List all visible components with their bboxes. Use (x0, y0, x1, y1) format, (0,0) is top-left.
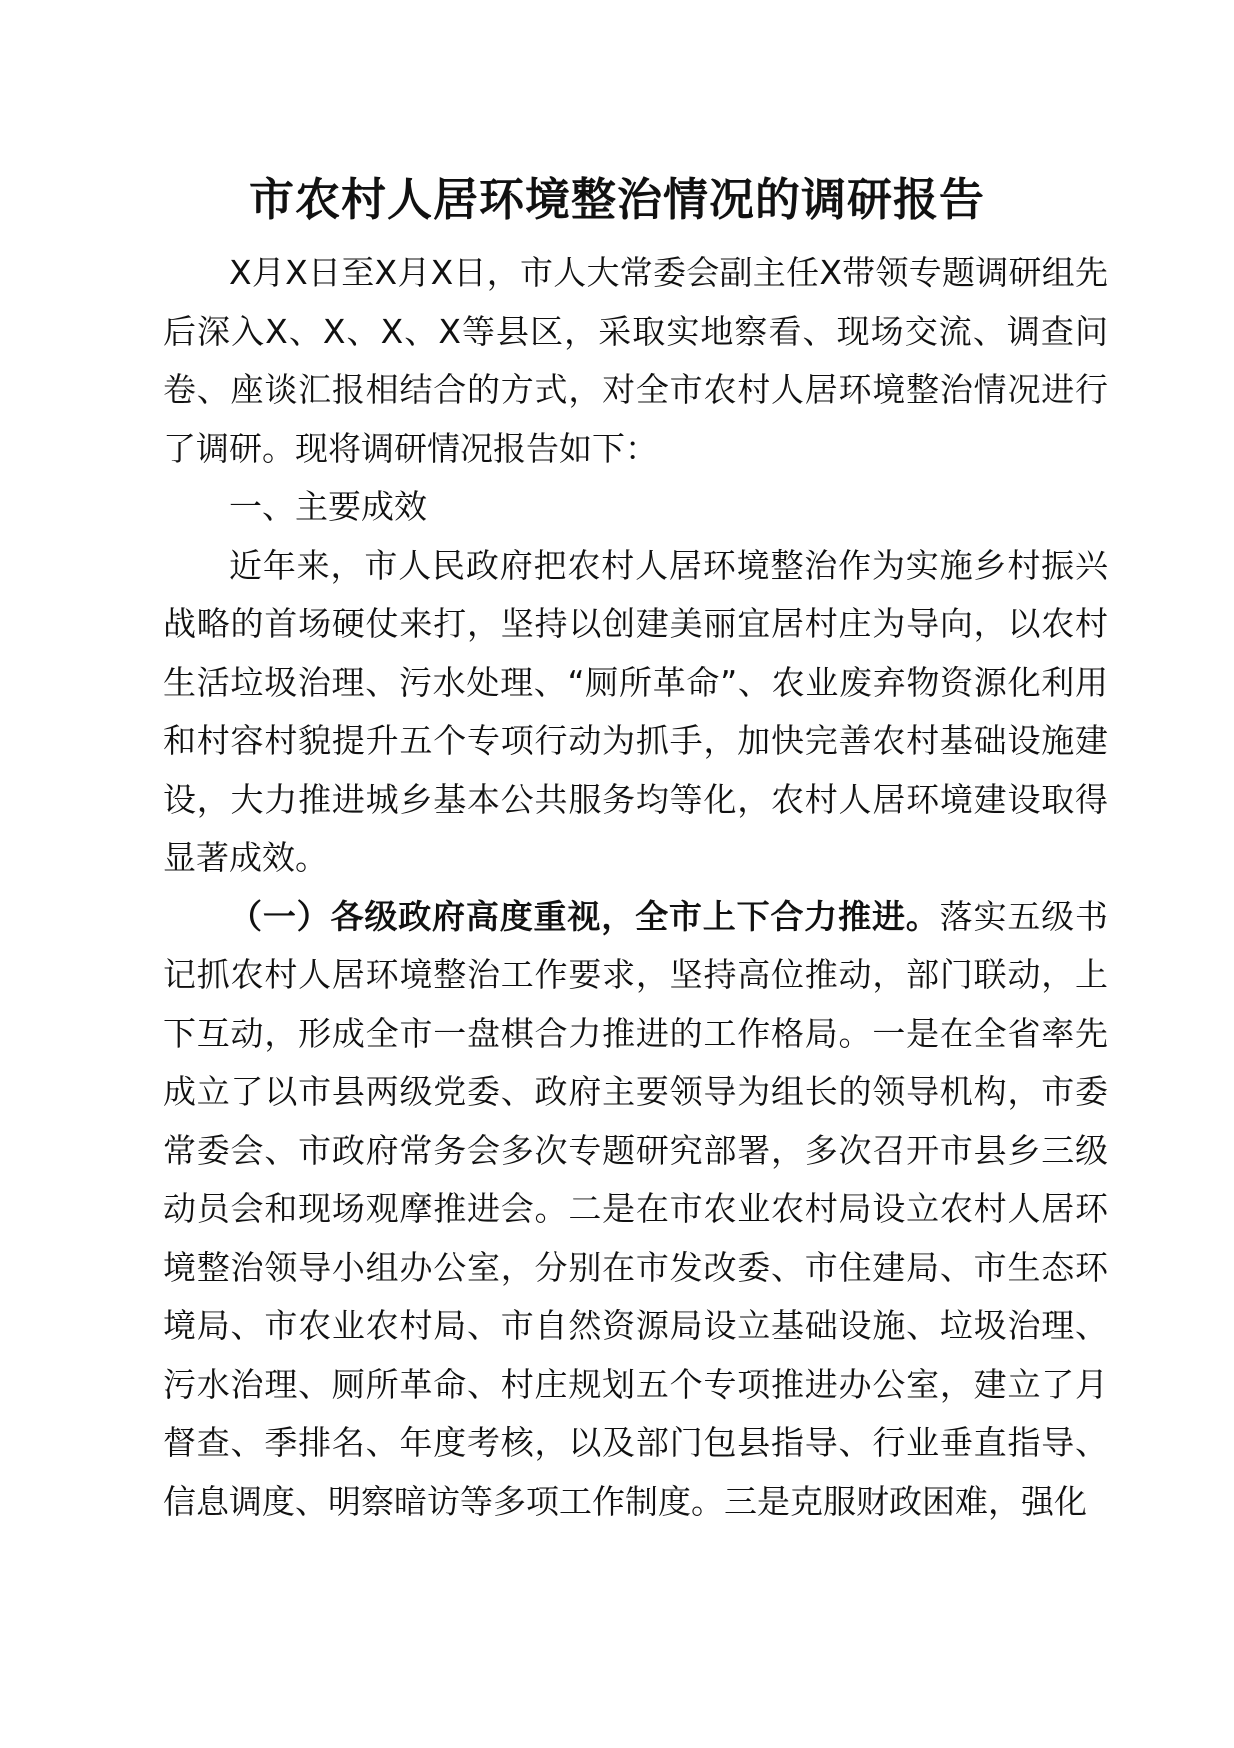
item-1-lead: （一）各级政府高度重视，全市上下合力推进。 (229, 896, 940, 936)
document-title: 市农村人居环境整治情况的调研报告 (248, 173, 985, 226)
item-1-body: 落实五级书记抓农村人居环境整治工作要求，坚持高位推动，部门联动，上下互动，形成全市一盘棋合力推进的工作格局。一是在全省率先成立了以市县两级党委、政府主要领导为组长的领导机构，市委常委会、市政府常务会多次专题研究部署，多次召开市县乡三级动员会和现场观摩推进会。二是在市农业农村局设立农村人居环境整治领导小组办公室，分别在市发改委、市住建局、市生态环境局、市农业农村局、市自然资源局设立基础设施、垃圾治理、污水治理、厕所革命、村庄规划五个专项推进办公室，建立了月督查、季排名、年度考核，以及部门包县指导、行业垂直指导、信息调度、明察暗访等多项工作制度。三是克服财政困难，强化 (163, 896, 1109, 1521)
intro-paragraph: X月X日至X月X日，市人大常委会副主任X带领专题调研组先后深入X、X、X、X等县区，采取实地察看、现场交流、调查问卷、座谈汇报相结合的方式，对全市农村人居环境整治情况进行了调研。现将调研情况报告如下： (163, 253, 1108, 468)
main-results-paragraph: 近年来，市人民政府把农村人居环境整治作为实施乡村振兴战略的首场硬仗来打，坚持以创建美丽宜居村庄为导向，以农村生活垃圾治理、污水处理、“厕所革命”、农业废弃物资源化利用和村容村貌提升五个专项行动为抓手，加快完善农村基础设施建设，大力推进城乡基本公共服务均等化，农村人居环境建设取得显著成效。 (163, 545, 1108, 877)
document-body (163, 244, 1108, 1531)
section-heading-main-results: 一、主要成效 (229, 487, 427, 526)
item-1-paragraph (163, 888, 1108, 1532)
